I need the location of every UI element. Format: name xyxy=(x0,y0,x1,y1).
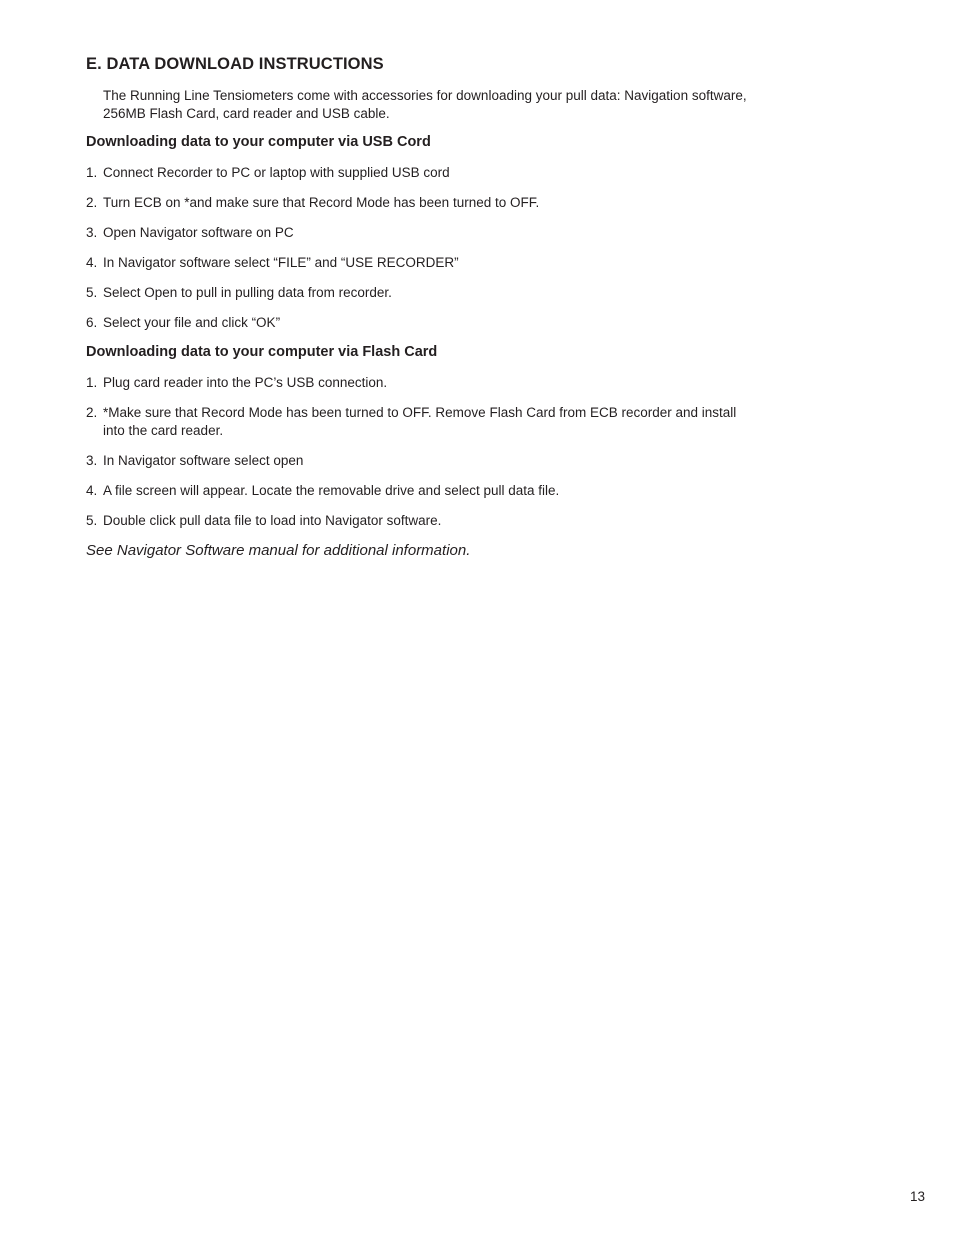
step-number: 3. xyxy=(86,225,98,240)
step-text: Select your file and click “OK” xyxy=(103,315,281,330)
step-text: Double click pull data file to load into Navigator software. xyxy=(103,513,442,528)
step-number: 1. xyxy=(86,165,98,180)
step-text: Turn ECB on *and make sure that Record Mode has been turned to OFF. xyxy=(103,195,540,210)
step-number: 5. xyxy=(86,285,98,300)
step-number: 6. xyxy=(86,315,98,330)
step-text: Open Navigator software on PC xyxy=(103,225,294,240)
step-number: 2. xyxy=(86,195,98,210)
step-text: A file screen will appear. Locate the removable drive and select pull data file. xyxy=(103,483,560,498)
step-text: In Navigator software select open xyxy=(103,453,304,468)
flash-heading: Downloading data to your computer via Flash Card xyxy=(86,344,438,360)
step-number: 4. xyxy=(86,483,98,498)
step-number: 3. xyxy=(86,453,98,468)
intro-paragraph: The Running Line Tensiometers come with accessories for downloading your pull data: Navigation software, 256MB Flash Card, card reader and USB cable. xyxy=(103,88,747,121)
step-text: Plug card reader into the PC’s USB connection. xyxy=(103,375,388,390)
step-number: 2. xyxy=(86,405,98,420)
step-text: Connect Recorder to PC or laptop with supplied USB cord xyxy=(103,165,450,180)
step-text: *Make sure that Record Mode has been turned to OFF. Remove Flash Card from ECB recorder and install into the card reader. xyxy=(103,405,737,438)
reference-note: See Navigator Software manual for additional information. xyxy=(86,542,471,559)
usb-heading: Downloading data to your computer via USB Cord xyxy=(86,134,431,150)
section-title: E. DATA DOWNLOAD INSTRUCTIONS xyxy=(86,55,384,73)
step-text: In Navigator software select “FILE” and “USE RECORDER” xyxy=(103,255,459,270)
step-number: 1. xyxy=(86,375,98,390)
step-number: 5. xyxy=(86,513,98,528)
step-text: Select Open to pull in pulling data from recorder. xyxy=(103,285,392,300)
page-number: 13 xyxy=(910,1189,926,1204)
step-number: 4. xyxy=(86,255,98,270)
